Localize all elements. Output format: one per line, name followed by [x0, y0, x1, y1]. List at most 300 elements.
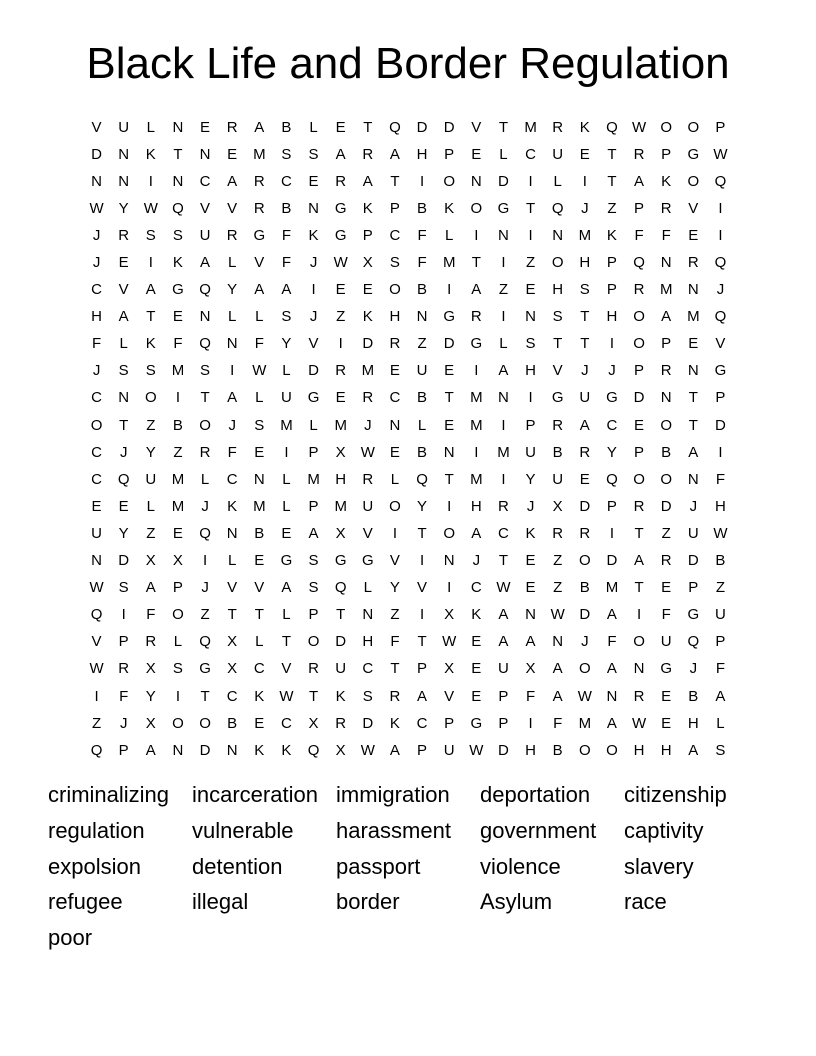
grid-letter: K: [362, 199, 373, 217]
grid-letter: U: [443, 741, 455, 759]
word-list-item: harassment: [336, 817, 451, 843]
grid-letter: R: [687, 254, 699, 272]
grid-letter: N: [226, 741, 238, 759]
grid-letter: B: [417, 199, 428, 217]
grid-letter: N: [687, 470, 699, 488]
grid-letter: Z: [336, 308, 346, 326]
grid-letter: A: [552, 687, 563, 705]
grid-letter: E: [471, 145, 482, 163]
grid-letter: C: [525, 145, 536, 163]
grid-letter: H: [552, 281, 564, 299]
grid-letter: A: [688, 741, 699, 759]
grid-letter: H: [579, 254, 591, 272]
grid-letter: S: [715, 741, 726, 759]
grid-letter: G: [307, 389, 320, 407]
grid-letter: A: [498, 633, 509, 651]
grid-letter: S: [362, 687, 373, 705]
grid-letter: I: [419, 552, 425, 570]
grid-letter: D: [335, 633, 347, 651]
grid-letter: Q: [199, 633, 211, 651]
grid-letter: E: [525, 552, 536, 570]
grid-letter: E: [688, 226, 699, 244]
grid-letter: L: [309, 416, 318, 434]
grid-letter: L: [255, 308, 264, 326]
grid-letter: B: [661, 443, 672, 461]
grid-letter: N: [687, 281, 699, 299]
grid-letter: U: [362, 497, 374, 515]
grid-letter: I: [582, 172, 587, 190]
grid-letter: S: [281, 308, 292, 326]
grid-letter: Z: [146, 524, 156, 542]
grid-letter: B: [417, 281, 428, 299]
grid-letter: M: [253, 497, 266, 515]
grid-letter: D: [362, 714, 374, 732]
grid-letter: N: [443, 552, 455, 570]
word-list: [48, 780, 768, 959]
grid-letter: K: [579, 118, 590, 136]
grid-letter: A: [606, 714, 617, 732]
grid-letter: X: [335, 524, 346, 542]
grid-letter: M: [659, 281, 673, 299]
grid-letter: O: [443, 172, 456, 190]
grid-letter: R: [552, 524, 564, 542]
grid-letter: O: [144, 389, 157, 407]
grid-letter: F: [119, 687, 129, 705]
grid-letter: O: [687, 118, 700, 136]
grid-letter: P: [498, 714, 509, 732]
grid-letter: E: [471, 633, 482, 651]
grid-letter: I: [148, 172, 153, 190]
grid-letter: D: [579, 497, 591, 515]
grid-letter: S: [118, 579, 129, 597]
grid-letter: G: [361, 552, 374, 570]
grid-letter: E: [389, 362, 400, 380]
grid-letter: K: [172, 254, 183, 272]
grid-letter: K: [308, 226, 319, 244]
grid-letter: E: [308, 172, 319, 190]
grid-letter: R: [335, 714, 347, 732]
grid-letter: R: [633, 687, 645, 705]
word-list-item: vulnerable: [192, 817, 294, 843]
grid-letter: L: [146, 118, 155, 136]
grid-letter: I: [501, 416, 506, 434]
word-list-item: Asylum: [480, 889, 553, 915]
grid-letter: R: [362, 145, 374, 163]
grid-letter: I: [230, 362, 235, 380]
grid-letter: Q: [606, 470, 618, 488]
grid-letter: E: [91, 497, 102, 515]
grid-letter: C: [362, 660, 374, 678]
grid-letter: B: [281, 199, 292, 217]
grid-letter: P: [444, 714, 455, 732]
grid-letter: E: [389, 443, 400, 461]
grid-letter: U: [91, 524, 102, 542]
grid-letter: F: [254, 335, 264, 353]
grid-letter: Z: [146, 416, 156, 434]
grid-letter: C: [91, 281, 102, 299]
grid-letter: R: [660, 552, 672, 570]
grid-letter: Q: [551, 199, 564, 217]
grid-letter: E: [118, 254, 129, 272]
grid-letter: N: [525, 308, 536, 326]
word-list-item: race: [624, 889, 667, 915]
grid-row: [83, 385, 734, 412]
word-list-item: deportation: [480, 782, 591, 807]
grid-letter: G: [334, 199, 347, 217]
grid-letter: P: [308, 497, 319, 515]
grid-letter: E: [634, 416, 645, 434]
grid-letter: R: [633, 145, 645, 163]
grid-letter: Y: [145, 687, 156, 705]
grid-letter: G: [280, 552, 293, 570]
grid-letter: Y: [606, 443, 617, 461]
grid-row: [83, 656, 734, 683]
grid-letter: O: [633, 633, 645, 651]
grid-row: [83, 412, 734, 439]
grid-letter: C: [226, 687, 238, 705]
grid-letter: H: [91, 308, 102, 326]
grid-letter: D: [660, 497, 672, 515]
grid-letter: B: [688, 687, 699, 705]
grid-letter: X: [308, 714, 319, 732]
grid-letter: B: [417, 389, 428, 407]
grid-letter: A: [254, 118, 265, 136]
grid-letter: H: [525, 362, 536, 380]
grid-letter: N: [498, 389, 509, 407]
grid-row: [83, 114, 734, 141]
grid-letter: M: [497, 443, 510, 461]
grid-letter: A: [145, 741, 156, 759]
grid-letter: C: [226, 470, 238, 488]
grid-letter: X: [172, 552, 183, 570]
grid-letter: P: [715, 118, 726, 136]
grid-letter: D: [362, 335, 374, 353]
grid-letter: A: [227, 172, 238, 190]
grid-letter: G: [199, 660, 211, 678]
grid-letter: P: [634, 199, 645, 217]
grid-letter: S: [308, 145, 319, 163]
grid-letter: I: [528, 226, 533, 244]
grid-letter: A: [715, 687, 726, 705]
grid-letter: I: [121, 606, 126, 624]
grid-letter: C: [91, 443, 102, 461]
word-list-item: expolsion: [48, 853, 141, 879]
grid-row: [83, 168, 734, 195]
grid-letter: I: [636, 606, 642, 624]
grid-letter: I: [501, 470, 506, 488]
grid-letter: F: [390, 633, 400, 651]
grid-letter: J: [364, 416, 372, 434]
word-list-item: violence: [480, 853, 561, 879]
word-list-item: refugee: [48, 889, 123, 915]
grid-letter: T: [498, 118, 509, 136]
grid-letter: Y: [118, 199, 129, 217]
grid-letter: P: [688, 579, 699, 597]
grid-letter: O: [633, 335, 645, 353]
grid-letter: R: [199, 443, 211, 461]
grid-letter: T: [417, 524, 427, 542]
grid-letter: L: [363, 579, 372, 597]
grid-letter: V: [254, 579, 265, 597]
grid-letter: A: [389, 741, 400, 759]
grid-letter: E: [200, 118, 211, 136]
grid-letter: P: [606, 281, 617, 299]
grid-letter: N: [226, 335, 238, 353]
grid-letter: Q: [90, 741, 103, 759]
grid-letter: N: [362, 606, 374, 624]
grid-letter: T: [336, 606, 346, 624]
grid-letter: K: [444, 199, 455, 217]
grid-letter: V: [715, 335, 726, 353]
grid-letter: K: [254, 687, 265, 705]
grid-letter: J: [92, 362, 101, 380]
grid-letter: D: [498, 172, 509, 190]
grid-letter: L: [119, 335, 128, 353]
grid-letter: E: [362, 281, 373, 299]
grid-letter: R: [660, 199, 672, 217]
grid-letter: E: [688, 335, 699, 353]
grid-letter: K: [389, 714, 400, 732]
grid-letter: P: [417, 660, 428, 678]
grid-letter: O: [660, 416, 673, 434]
grid-letter: F: [661, 226, 671, 244]
grid-letter: T: [200, 687, 210, 705]
grid-letter: I: [447, 579, 452, 597]
grid-letter: N: [253, 470, 265, 488]
grid-letter: U: [687, 524, 699, 542]
grid-letter: P: [606, 497, 617, 515]
grid-letter: W: [89, 579, 104, 597]
grid-letter: N: [552, 226, 564, 244]
grid-letter: Z: [553, 579, 563, 597]
grid-row: [83, 222, 734, 249]
grid-letter: K: [362, 308, 373, 326]
grid-letter: R: [118, 660, 130, 678]
grid-letter: Q: [606, 118, 618, 136]
grid-letter: H: [362, 633, 374, 651]
grid-letter: C: [389, 226, 401, 244]
grid-letter: P: [715, 389, 726, 407]
grid-letter: A: [281, 281, 292, 299]
grid-letter: W: [89, 199, 104, 217]
grid-letter: E: [471, 660, 482, 678]
grid-letter: X: [444, 606, 455, 624]
grid-letter: S: [308, 579, 319, 597]
grid-letter: A: [498, 362, 509, 380]
grid-letter: J: [201, 497, 209, 515]
grid-letter: A: [254, 281, 265, 299]
grid-letter: K: [145, 335, 156, 353]
grid-letter: S: [308, 552, 319, 570]
grid-letter: I: [94, 687, 99, 705]
grid-letter: T: [200, 389, 210, 407]
grid-row: [83, 575, 734, 602]
grid-letter: C: [389, 389, 401, 407]
grid-letter: Z: [390, 606, 400, 624]
grid-letter: W: [713, 145, 728, 163]
grid-letter: U: [579, 389, 591, 407]
grid-letter: G: [172, 281, 184, 299]
grid-letter: U: [498, 660, 509, 678]
grid-letter: I: [528, 714, 533, 732]
grid-letter: N: [118, 389, 130, 407]
grid-letter: J: [689, 497, 698, 515]
grid-row: [83, 493, 734, 520]
grid-letter: G: [470, 335, 483, 353]
grid-row: [83, 683, 734, 710]
grid-letter: G: [687, 145, 700, 163]
grid-letter: T: [471, 254, 481, 272]
grid-letter: D: [687, 552, 699, 570]
grid-letter: J: [228, 416, 236, 434]
grid-letter: K: [281, 741, 292, 759]
grid-letter: L: [499, 335, 508, 353]
grid-letter: R: [226, 118, 238, 136]
word-list-item: immigration: [336, 782, 450, 807]
grid-row: [83, 466, 734, 493]
grid-letter: A: [661, 308, 672, 326]
grid-letter: M: [334, 497, 347, 515]
grid-letter: I: [202, 552, 208, 570]
grid-letter: Z: [173, 443, 183, 461]
grid-letter: T: [498, 552, 509, 570]
grid-letter: O: [172, 714, 184, 732]
grid-letter: F: [525, 687, 536, 705]
grid-letter: U: [416, 362, 428, 380]
grid-letter: C: [281, 714, 292, 732]
grid-letter: M: [470, 416, 483, 434]
grid-letter: S: [172, 660, 183, 678]
grid-letter: D: [715, 416, 726, 434]
grid-letter: O: [389, 281, 401, 299]
grid-letter: Q: [199, 335, 211, 353]
grid-letter: C: [91, 389, 102, 407]
grid-letter: V: [281, 660, 292, 678]
grid-letter: F: [553, 714, 563, 732]
grid-letter: B: [552, 443, 563, 461]
grid-letter: E: [661, 579, 672, 597]
grid-letter: Q: [714, 254, 727, 272]
grid-letter: Q: [199, 281, 211, 299]
word-list-item: poor: [48, 925, 93, 951]
grid-letter: B: [552, 741, 563, 759]
grid-letter: L: [553, 172, 562, 190]
grid-letter: X: [145, 660, 156, 678]
grid-letter: V: [688, 199, 699, 217]
grid-letter: D: [606, 552, 618, 570]
grid-letter: L: [200, 470, 210, 488]
grid-letter: E: [579, 470, 590, 488]
grid-letter: L: [255, 633, 264, 651]
grid-letter: O: [687, 172, 700, 190]
grid-letter: N: [470, 172, 482, 190]
grid-letter: N: [606, 687, 618, 705]
grid-letter: R: [362, 470, 374, 488]
grid-letter: O: [307, 633, 320, 651]
grid-letter: T: [227, 606, 237, 624]
grid-letter: O: [443, 524, 456, 542]
grid-row: [83, 710, 734, 737]
grid-letter: S: [552, 308, 563, 326]
grid-letter: O: [660, 470, 673, 488]
grid-letter: Y: [417, 497, 428, 515]
grid-letter: J: [716, 281, 725, 299]
grid-letter: P: [362, 226, 373, 244]
grid-letter: S: [389, 254, 400, 272]
grid-letter: A: [417, 687, 428, 705]
grid-letter: F: [227, 443, 237, 461]
grid-letter: S: [172, 226, 183, 244]
grid-letter: C: [199, 172, 211, 190]
grid-letter: M: [524, 118, 537, 136]
grid-letter: S: [145, 362, 156, 380]
grid-row: [83, 629, 734, 656]
grid-letter: B: [172, 416, 183, 434]
grid-letter: O: [470, 199, 483, 217]
grid-letter: E: [335, 389, 346, 407]
grid-row: [83, 331, 734, 358]
grid-letter: C: [470, 579, 482, 597]
word-list-item: captivity: [624, 817, 704, 843]
grid-letter: N: [172, 741, 184, 759]
grid-letter: D: [443, 118, 455, 136]
grid-letter: T: [525, 199, 536, 217]
grid-letter: T: [254, 606, 264, 624]
grid-letter: H: [335, 470, 347, 488]
grid-letter: J: [92, 254, 101, 272]
grid-letter: Z: [200, 606, 210, 624]
grid-letter: H: [715, 497, 726, 515]
grid-letter: A: [688, 443, 699, 461]
grid-letter: V: [254, 254, 265, 272]
grid-letter: P: [444, 145, 455, 163]
grid-letter: N: [91, 172, 102, 190]
grid-letter: O: [578, 552, 591, 570]
grid-letter: Z: [91, 714, 102, 732]
grid-letter: B: [579, 579, 590, 597]
grid-letter: T: [363, 118, 373, 136]
grid-letter: T: [634, 524, 644, 542]
grid-letter: T: [634, 579, 644, 597]
grid-letter: N: [525, 606, 536, 624]
grid-letter: J: [472, 552, 481, 570]
grid-letter: B: [715, 552, 726, 570]
grid-letter: T: [580, 335, 590, 353]
grid-letter: D: [118, 552, 130, 570]
grid-letter: Z: [715, 579, 726, 597]
grid-letter: A: [281, 579, 292, 597]
grid-letter: T: [173, 145, 183, 163]
grid-letter: I: [609, 524, 615, 542]
grid-letter: K: [661, 172, 672, 190]
grid-letter: K: [335, 687, 346, 705]
grid-letter: C: [253, 660, 265, 678]
grid-letter: J: [119, 443, 128, 461]
grid-letter: P: [172, 579, 183, 597]
grid-letter: E: [254, 552, 265, 570]
grid-letter: R: [335, 172, 347, 190]
grid-letter: T: [688, 389, 698, 407]
grid-letter: J: [581, 199, 589, 217]
grid-letter: B: [417, 443, 428, 461]
grid-letter: N: [91, 552, 102, 570]
grid-letter: R: [633, 497, 645, 515]
grid-letter: K: [606, 226, 617, 244]
grid-letter: F: [634, 226, 644, 244]
grid-letter: H: [525, 741, 536, 759]
grid-letter: N: [172, 172, 184, 190]
grid-letter: P: [498, 687, 509, 705]
